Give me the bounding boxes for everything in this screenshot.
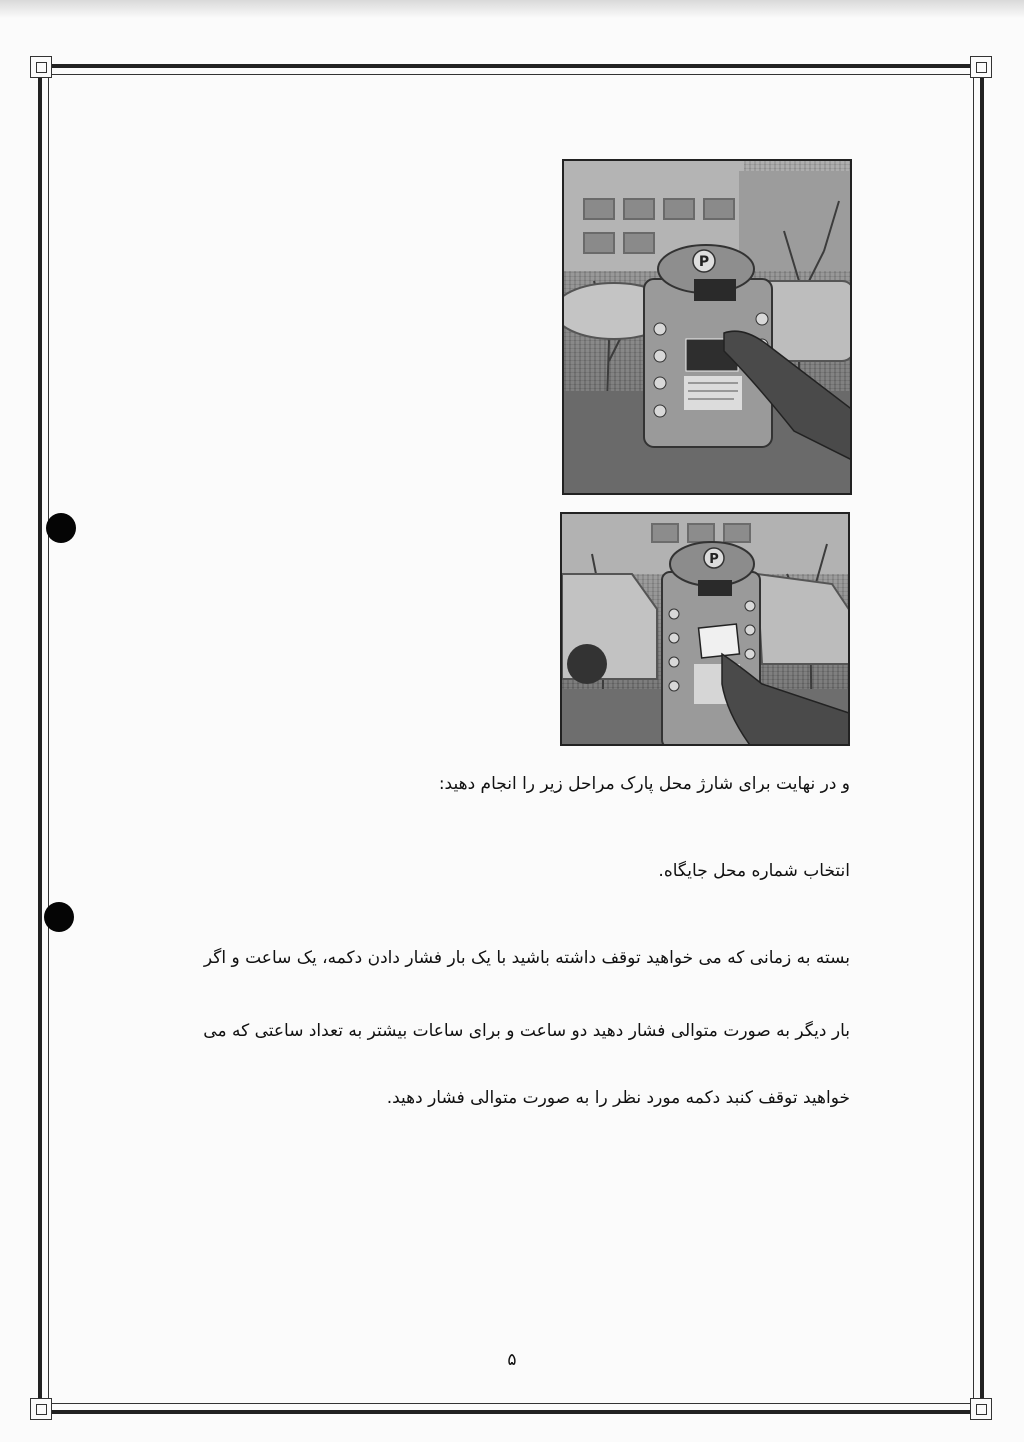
instruction-step-duration-line-3: خواهید توقف کنبد دکمه مورد نظر را به صورت متوالی فشار دهید.	[386, 1088, 850, 1108]
parking-meter-photo-card	[560, 512, 850, 746]
border-corner-ornament	[970, 1398, 992, 1420]
border-corner-ornament	[30, 56, 52, 78]
meter-sign-letter: P	[709, 552, 719, 567]
instruction-intro: و در نهایت برای شارژ محل پارک مراحل زیر را انجام دهید:	[438, 774, 850, 794]
parking-meter-card-illustration	[562, 514, 850, 746]
binder-punch-hole	[46, 513, 76, 543]
binder-punch-hole	[44, 902, 74, 932]
instruction-step-select-slot: انتخاب شماره محل جایگاه.	[658, 861, 850, 881]
parking-meter-photo-button	[562, 159, 852, 495]
parking-meter-illustration	[564, 161, 852, 495]
instruction-step-duration-line-1: بسته به زمانی که می خواهید توقف داشته باشید با یک بار فشار دادن دکمه، یک ساعت و اگر	[203, 948, 850, 968]
border-corner-ornament	[30, 1398, 52, 1420]
instruction-step-duration-line-2: بار دیگر به صورت متوالی فشار دهید دو ساعت و برای ساعات بیشتر به تعداد ساعتی که می	[203, 1021, 850, 1041]
meter-sign-letter: P	[698, 254, 710, 270]
scan-edge-shadow	[0, 0, 1024, 18]
border-corner-ornament	[970, 56, 992, 78]
page-number: ۵	[507, 1350, 517, 1370]
